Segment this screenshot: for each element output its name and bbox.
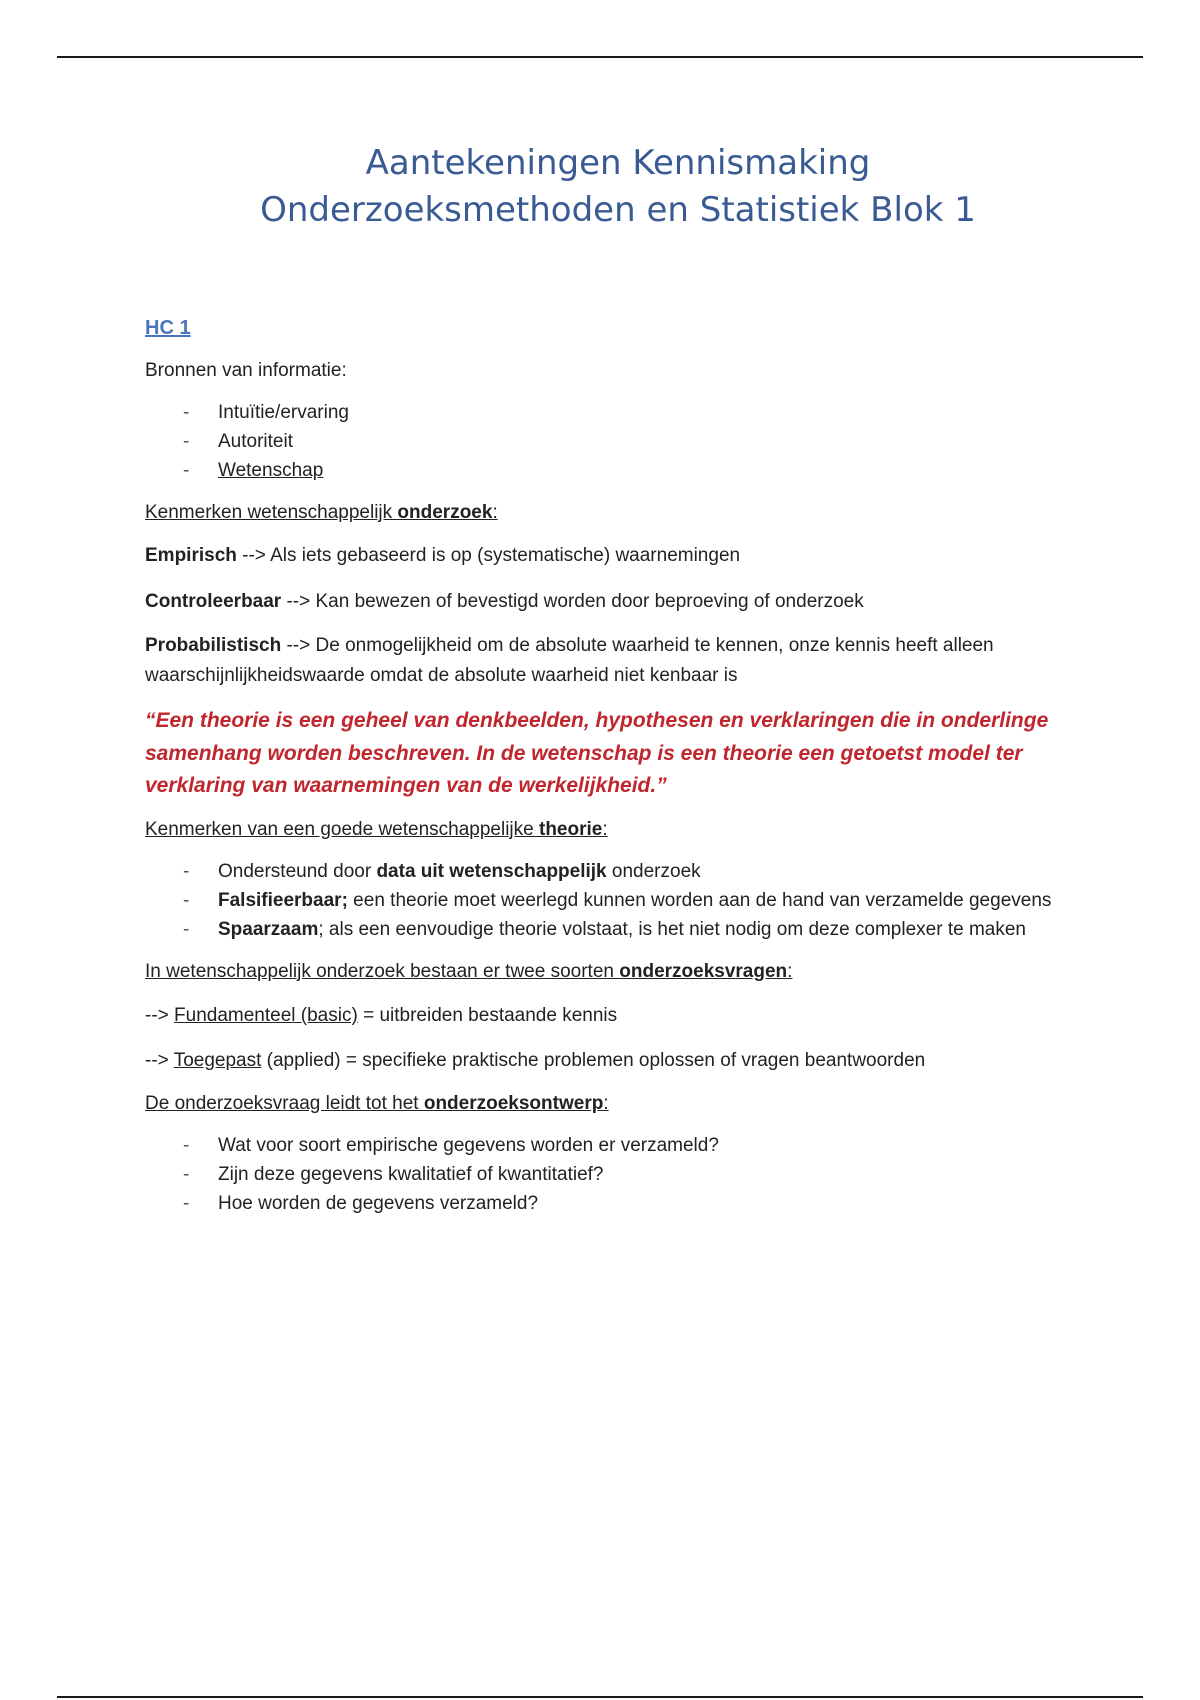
- fundamenteel-line: --> Fundamenteel (basic) = uitbreiden bestaande kennis: [145, 1004, 618, 1026]
- vragen-heading: In wetenschappelijk onderzoek bestaan er twee soorten onderzoeksvragen:: [145, 960, 793, 982]
- list-item: - Spaarzaam; als een eenvoudige theorie volstaat, is het niet nodig om deze complexer te maken: [145, 915, 1105, 944]
- controleerbaar-line: Controleerbaar --> Kan bewezen of bevestigd worden door beproeving of onderzoek: [145, 591, 864, 612]
- sources-intro: Bronnen van informatie:: [145, 360, 347, 381]
- list-item: - Autoriteit: [145, 427, 1105, 456]
- list-item: - Intuïtie/ervaring: [145, 398, 1105, 427]
- sources-list: [145, 398, 1105, 485]
- theory-quote: “Een theorie is een geheel van denkbeelden, hypothesen en verklaringen die in onderlinge samenhang worden beschreven. In de wetenschap is een theorie een getoetst model ter verklaring van waarnemingen van de werkelijkheid.”: [145, 709, 1049, 797]
- dash-marker: -: [183, 889, 190, 911]
- list-item: - Falsifieerbaar; een theorie moet weerlegd kunnen worden aan de hand van verzamelde gegevens: [145, 886, 1105, 915]
- section-heading: HC 1: [145, 317, 191, 339]
- dash-marker: -: [183, 918, 190, 940]
- toegepast-line: --> Toegepast (applied) = specifieke praktische problemen oplossen of vragen beantwoorden: [145, 1049, 926, 1071]
- ontwerp-list: [145, 1131, 1105, 1218]
- footer-rule: [57, 1696, 1143, 1698]
- theorie-heading: Kenmerken van een goede wetenschappelijke theorie:: [145, 818, 608, 840]
- dash-marker: -: [183, 1134, 190, 1156]
- dash-marker: -: [183, 402, 190, 423]
- list-item: - Ondersteund door data uit wetenschappelijk onderzoek: [145, 857, 1105, 886]
- probabilistisch-paragraph: Probabilistisch --> De onmogelijkheid om de absolute waarheid te kennen, onze kennis heeft alleen waarschijnlijkheidswaarde omdat de absolute waarheid niet kenbaar is: [145, 635, 994, 686]
- document-body: [145, 316, 1105, 1218]
- list-item: - Wat voor soort empirische gegevens worden er verzameld?: [145, 1131, 1105, 1160]
- dash-marker: -: [183, 860, 190, 882]
- header-rule: [57, 56, 1143, 58]
- title-line-2: Onderzoeksmethoden en Statistiek Blok 1: [260, 190, 976, 230]
- document-title: [0, 140, 1200, 234]
- dash-marker: -: [183, 431, 190, 452]
- list-item: - Hoe worden de gegevens verzameld?: [145, 1189, 1105, 1218]
- title-line-1: Aantekeningen Kennismaking: [365, 143, 871, 183]
- empirisch-line: Empirisch --> Als iets gebaseerd is op (systematische) waarnemingen: [145, 545, 741, 566]
- list-item: - Wetenschap: [145, 456, 1105, 485]
- dash-marker: -: [183, 460, 190, 481]
- theorie-list: [145, 857, 1105, 944]
- list-item: - Zijn deze gegevens kwalitatief of kwantitatief?: [145, 1160, 1105, 1189]
- dash-marker: -: [183, 1163, 190, 1185]
- kenmerken-heading: Kenmerken wetenschappelijk onderzoek:: [145, 502, 498, 523]
- dash-marker: -: [183, 1192, 190, 1214]
- ontwerp-heading: De onderzoeksvraag leidt tot het onderzoeksontwerp:: [145, 1092, 609, 1114]
